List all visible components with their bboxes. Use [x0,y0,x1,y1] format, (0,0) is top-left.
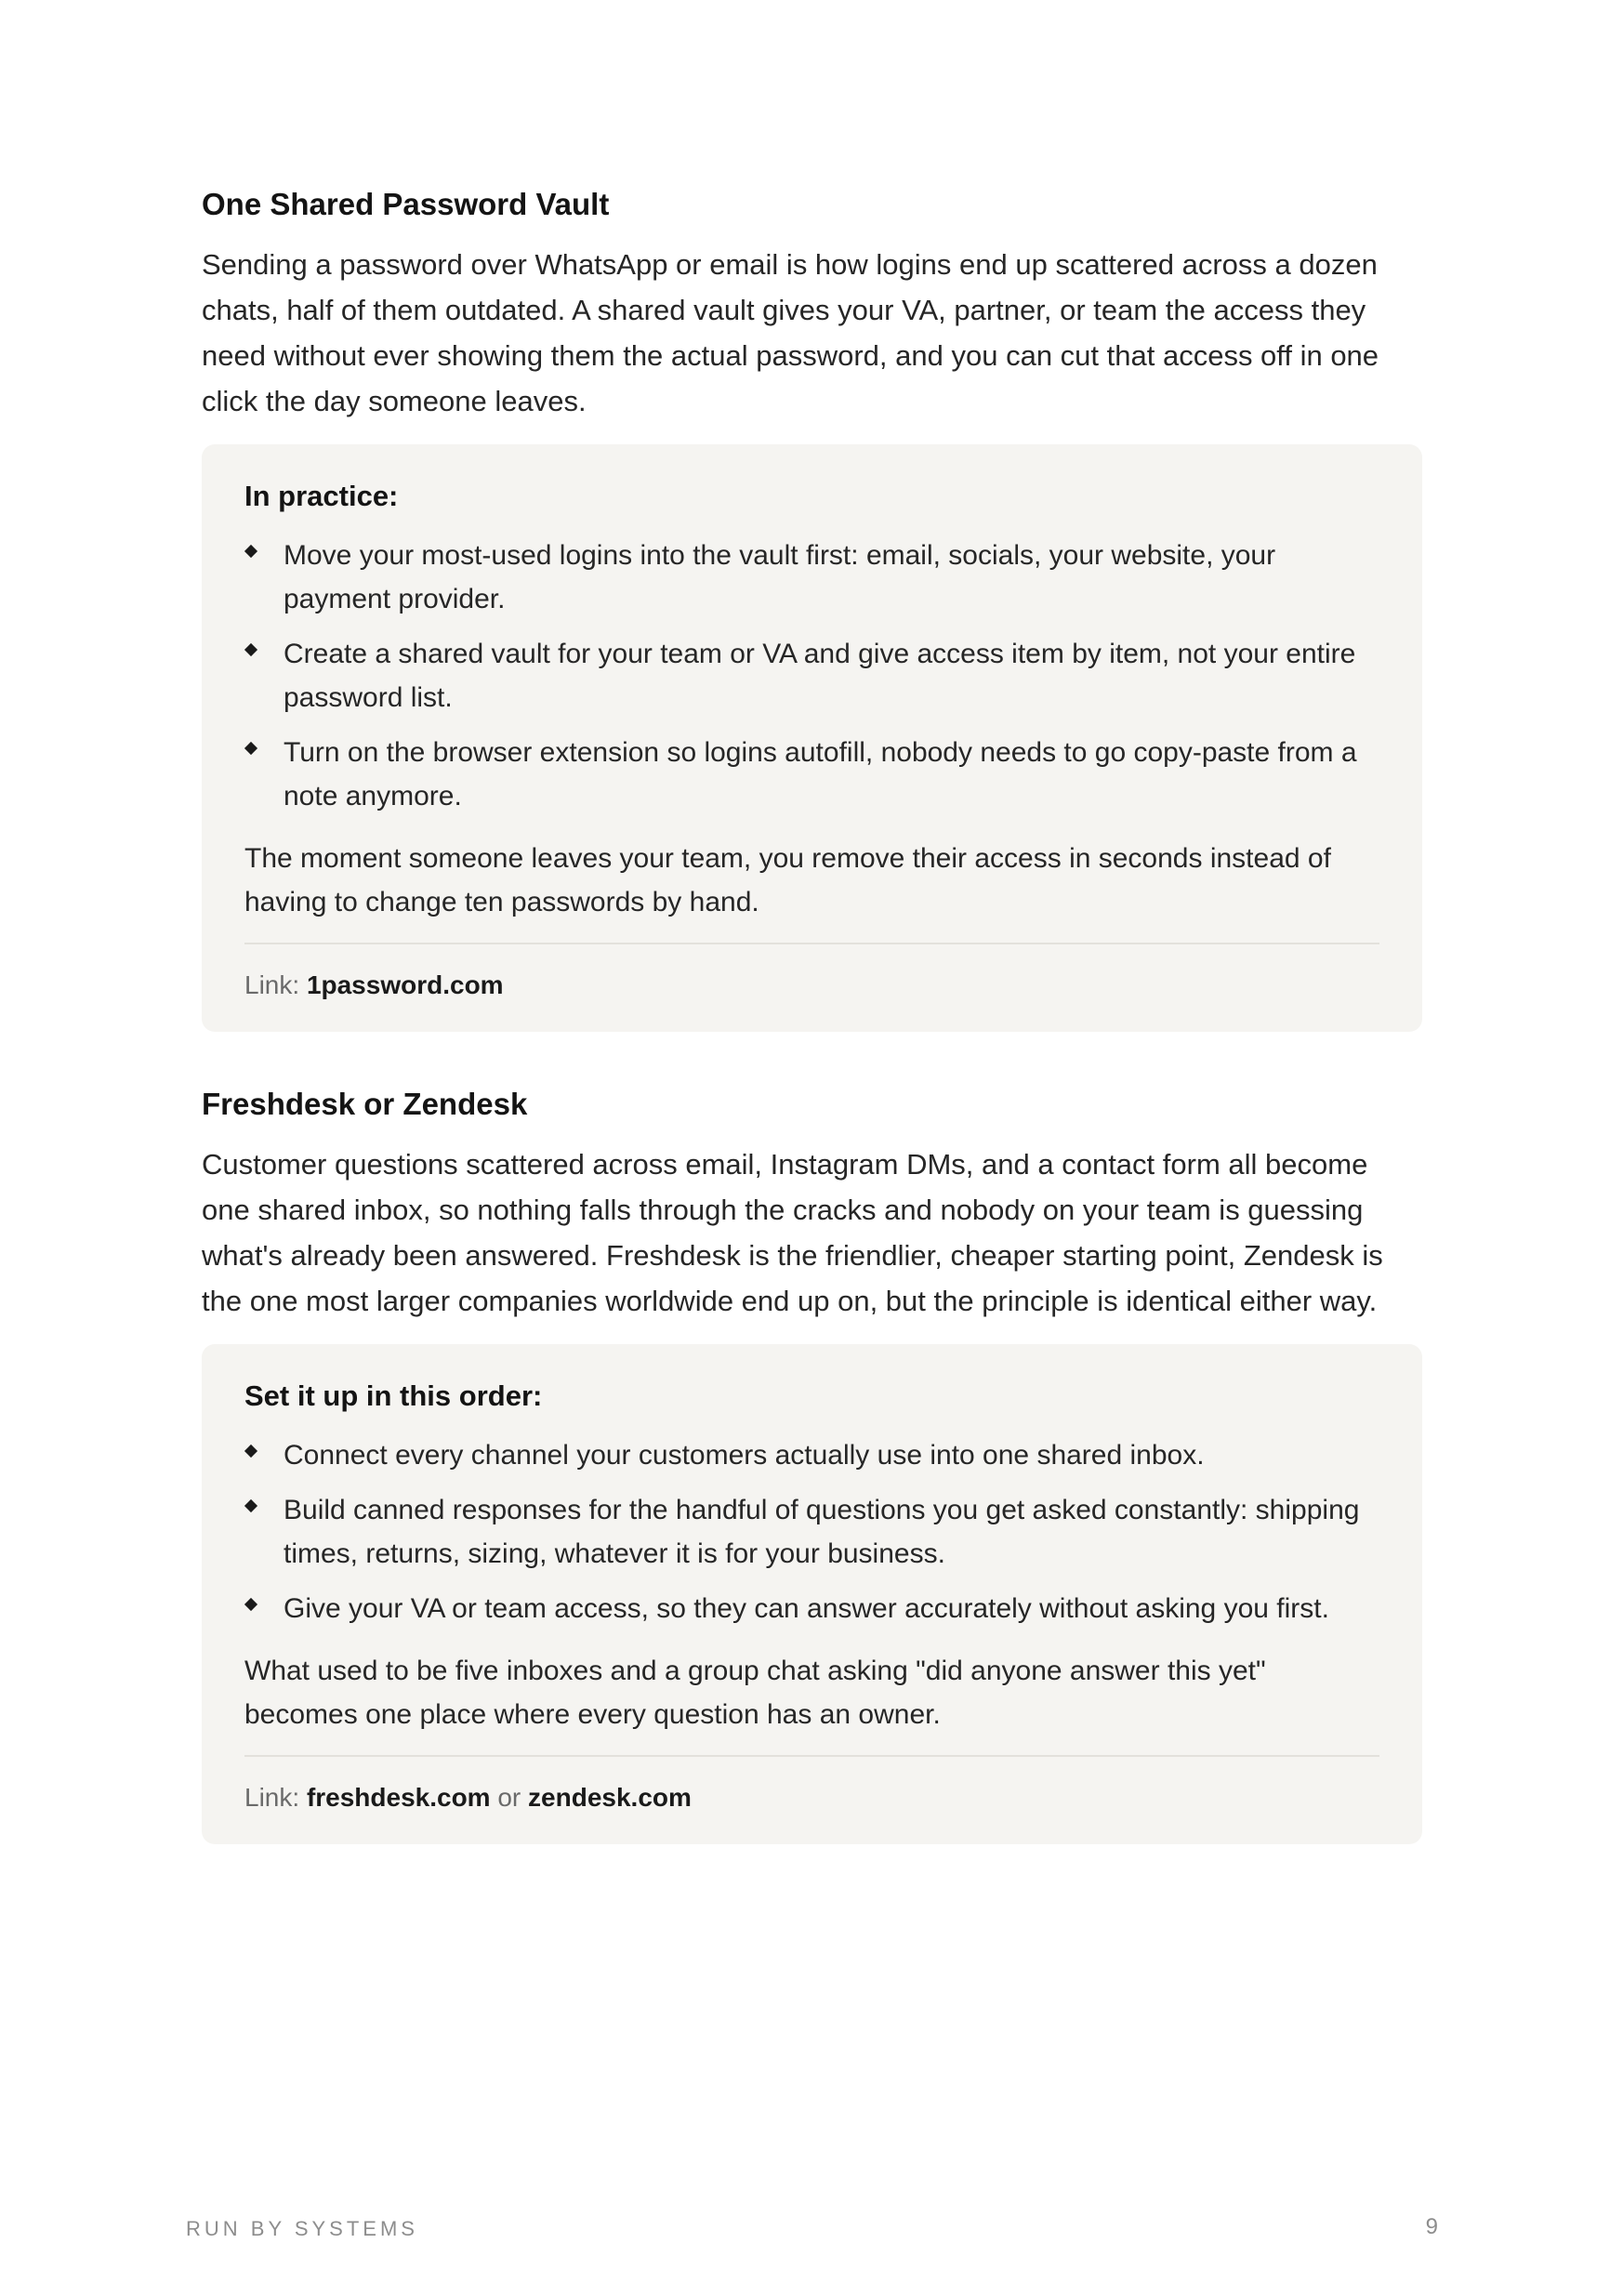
section-helpdesk [202,1086,1422,1844]
card-heading: Set it up in this order: [244,1379,543,1412]
section-title: Freshdesk or Zendesk [202,1087,528,1121]
list-item [244,534,1379,621]
tip-card [202,1344,1422,1844]
page-number: 9 [1425,2214,1438,2239]
list-item [244,632,1379,719]
list-item [244,731,1379,818]
tip-card [202,444,1422,1032]
list-item-text: Build canned responses for the handful of questions you get asked constantly: shipping times, returns, sizing, whatever it is for your business. [284,1495,1360,1569]
diamond-bullet-icon [245,1599,257,1610]
link-freshdesk[interactable]: freshdesk.com [306,1783,491,1812]
diamond-bullet-icon [245,644,257,655]
link-zendesk[interactable]: zendesk.com [528,1783,692,1812]
section-password-vault [202,186,1422,1032]
diamond-bullet-icon [245,1500,257,1511]
section-intro: Customer questions scattered across email, Instagram DMs, and a contact form all become one shared inbox, so nothing falls through the cracks and nobody on your team is guessing what's already been answered. Freshdesk is the friendlier, cheaper starting point, Zendesk is the one most larger companies worldwide end up on, but the principle is identical either way. [202,1148,1383,1317]
diamond-bullet-icon [245,743,257,754]
diamond-bullet-icon [245,1445,257,1457]
link-row [244,1779,1379,1816]
link-separator: or [497,1783,521,1812]
divider [244,943,1379,944]
page-content [202,186,1422,1898]
list-item [244,1587,1379,1630]
section-title: One Shared Password Vault [202,187,610,221]
diamond-bullet-icon [245,546,257,557]
section-intro: Sending a password over WhatsApp or email is how logins end up scattered across a dozen chats, half of them outdated. A shared vault gives your VA, partner, or team the access they need without ever showing them the actual password, and you can cut that access off in one click the day someone leaves. [202,248,1379,417]
list-item [244,1433,1379,1477]
bullet-list [244,534,1379,818]
list-item-text: Move your most-used logins into the vault first: email, socials, your website, your payment provider. [284,540,1276,614]
link-row [244,967,1379,1004]
link-1password[interactable]: 1password.com [306,970,504,999]
list-item [244,1488,1379,1576]
link-prefix: Link: [244,970,300,999]
card-heading: In practice: [244,480,399,512]
card-note: What used to be five inboxes and a group chat asking "did anyone answer this yet" becomes one place where every question has an owner. [244,1656,1266,1730]
list-item-text: Give your VA or team access, so they can answer accurately without asking you first. [284,1593,1329,1624]
link-prefix: Link: [244,1783,300,1812]
footer-brand: RUN BY SYSTEMS [186,2217,418,2240]
divider [244,1755,1379,1757]
card-note: The moment someone leaves your team, you remove their access in seconds instead of having to change ten passwords by hand. [244,843,1331,917]
list-item-text: Connect every channel your customers actually use into one shared inbox. [284,1440,1205,1471]
bullet-list [244,1433,1379,1630]
list-item-text: Turn on the browser extension so logins autofill, nobody needs to go copy-paste from a note anymore. [284,737,1357,812]
list-item-text: Create a shared vault for your team or VA and give access item by item, not your entire password list. [284,639,1356,713]
